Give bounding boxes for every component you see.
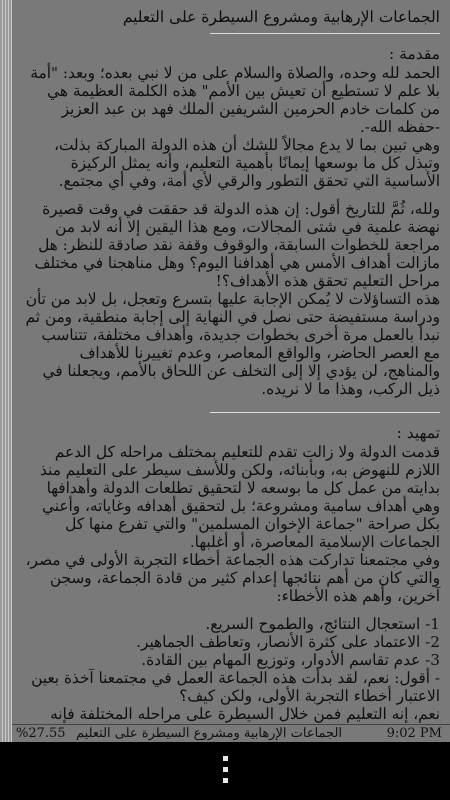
status-book-title: الجماعات الإرهابية ومشروع السيطرة على التعليم xyxy=(76,726,343,741)
reader-status-bar xyxy=(12,724,450,742)
prelude-heading: تمهيد : xyxy=(396,424,440,442)
error-item-1: 1- استعجال النتائج، والطموح السريع. xyxy=(205,615,440,633)
intro-paragraph-4: هذه التساؤلات لا يُمكن الإجابة عليها بتسرع وتعجل، بل لابد من تأن ودراسة مستفيضة حتى نصل في النهاية إلى إجابة منطقية، ومن ثم نبدأ بالعمل مرة أخرى بخطوات جديدة، وأهداف مختلفة، تتناسب مع العصر الحاضر، والواقع المعاصر، وعدم تغييرنا للأهداف والمناهج، لن يؤدي إلا إلى التخلف عن اللحاق بالأمم، ويجعلنا في ذيل الركب، وهذا ما لا نريده. xyxy=(25,290,440,398)
section-divider xyxy=(210,412,440,413)
intro-paragraph-3: ولله، ثُمَّ للتاريخ أقول: إن هذه الدولة قد حققت في وقت قصيرة نهضة علمية في شتى المجالات، ومع هذا اليقين إلا أنه لابد من مراجعة للخطوات السابقة، والوقوف وقفة نقد صادقة للنظر: هل مازالت أهداف الأمس هي أهدافنا اليوم؟ وهل مناهجنا في مختلف مراحل التعليم تحقق هذه الأهداف؟! xyxy=(34,200,440,290)
intro-paragraph-2: وهي تبين بما لا يدع مجالاً للشك أن هذه الدولة المباركة بذلت، وتبذل كل ما بوسعها إيمانًا بأهمية التعليم، وأنه يمثل الركيزة الأساسية التي تحقق التطور والرقي لأي أمة، وفي أي مجتمع. xyxy=(53,136,440,190)
prelude-paragraph-4: نعم، إنه التعليم فمن خلال السيطرة على مراحله المختلفة فإنه xyxy=(50,705,440,723)
intro-heading: مقدمة : xyxy=(388,45,440,63)
paragraph-gap xyxy=(24,605,440,615)
prelude-paragraph-1: قدمت الدولة ولا زالت تقدم للتعليم بمختلف مراحله كل الدعم اللازم للنهوض به، وبأبنائه، ولكن وللأسف سيطر على التعليم منذ بدايته من عمل كل ما بوسعه لا لتحقيق تطلعات الدولة وأهدافها وهي أهداف سامية ومشروعة؛ بل لتحقيق أهدافه وغاياته، وأعني بكل صراحة "جماعة الإخوان المسلمين" والتي تفرع منها كل الجماعات الإسلامية المعاصرة، أو أغلبها. xyxy=(39,443,440,551)
title-divider xyxy=(210,33,440,34)
prelude-paragraph-3: - أقول: نعم، لقد بدأت هذه الجماعة العمل في مجتمعنا آخذة بعين الاعتبار أخطاء التجربة الأولى، ولكن كيف؟ xyxy=(31,669,440,705)
prelude-paragraph-2: وفي مجتمعنا تداركت هذه الجماعة أخطاء التجربة الأولى في مصر، والتي كان من أهم نتائجها إعدام كثير من قادة الجماعة، وسجن آخرين، وأهم هذه الأخطاء: xyxy=(25,551,440,605)
paragraph-gap xyxy=(24,190,440,200)
book-page[interactable] xyxy=(12,0,450,742)
navigation-bar xyxy=(0,742,450,800)
reading-progress: %27.55 xyxy=(16,726,66,741)
error-item-2: 2- الاعتماد على كثرة الأنصار، وتعاطف الجماهير. xyxy=(136,633,440,651)
error-item-3: 3- عدم تقاسم الأدوار، وتوزيع المهام بين القادة. xyxy=(141,651,440,669)
intro-paragraph-1: الحمد لله وحده، والصلاة والسلام على من لا نبي بعده؛ وبعد: "أمة بلا علم لا تستطيع أن تعيش بين الأمم" هذه الكلمة العظيمة هي من كلمات خادم الحرمين الشريفين الملك فهد بن عبد العزيز -حفظه الله-. xyxy=(30,64,440,136)
chapter-title: الجماعات الإرهابية ومشروع السيطرة على التعليم xyxy=(122,8,440,26)
clock: 9:02 PM xyxy=(386,726,442,741)
overflow-menu-icon[interactable] xyxy=(217,756,233,786)
